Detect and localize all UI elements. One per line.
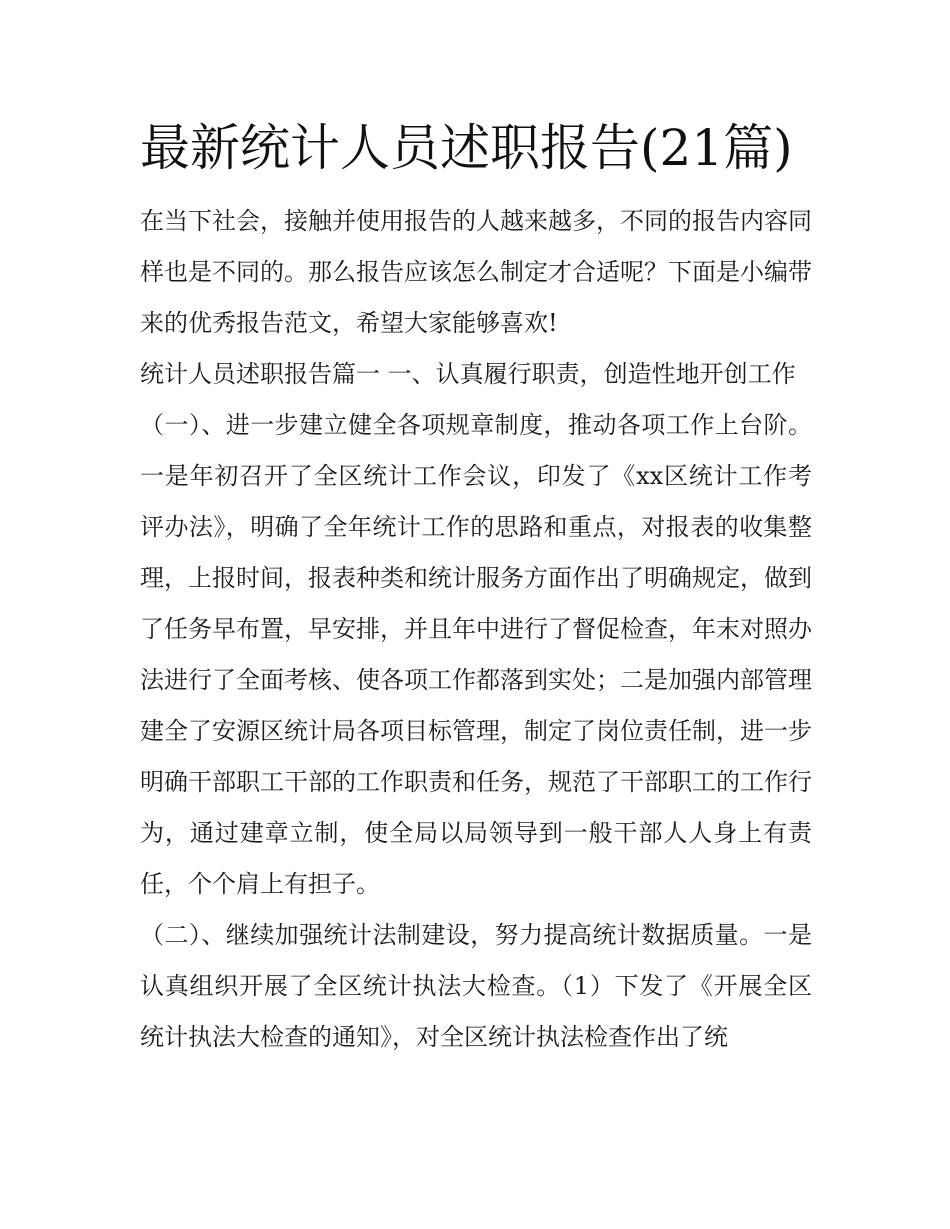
intro-paragraph: 在当下社会，接触并使用报告的人越来越多，不同的报告内容同样也是不同的。那么报告应该怎么制定才合适呢？下面是小编带来的优秀报告范文，希望大家能够喜欢! [140,207,812,337]
section-heading-paragraph: 统计人员述职报告篇一 一、认真履行职责，创造性地开创工作 [140,360,796,388]
section-one-paragraph: （一）、进一步建立健全各项规章制度，推动各项工作上台阶。一是年初召开了全区统计工作会议，印发了《xx区统计工作考评办法》，明确了全年统计工作的思路和重点，对报表的收集整理，上报时间，报表种类和统计服务方面作出了明确规定，做到了任务早布置，早安排，并且年中进行了督促检查，年末对照办法进行了全面考核、使各项工作都落到实处；二是加强内部管理建全了安源区统计局各项目标管理，制定了岗位责任制，进一步明确干部职工干部的工作职责和任务，规范了干部职工的工作行为，通过建章立制，使全局以局领导到一般干部人人身上有责任，个个肩上有担子。 [140,411,812,898]
document-title: 最新统计人员述职报告(21篇) [140,119,793,177]
section-two-paragraph: （二）、继续加强统计法制建设，努力提高统计数据质量。一是认真组织开展了全区统计执法大检查。（1）下发了《开展全区统计执法大检查的通知》，对全区统计执法检查作出了统 [140,921,812,1051]
document-body [140,196,812,1063]
